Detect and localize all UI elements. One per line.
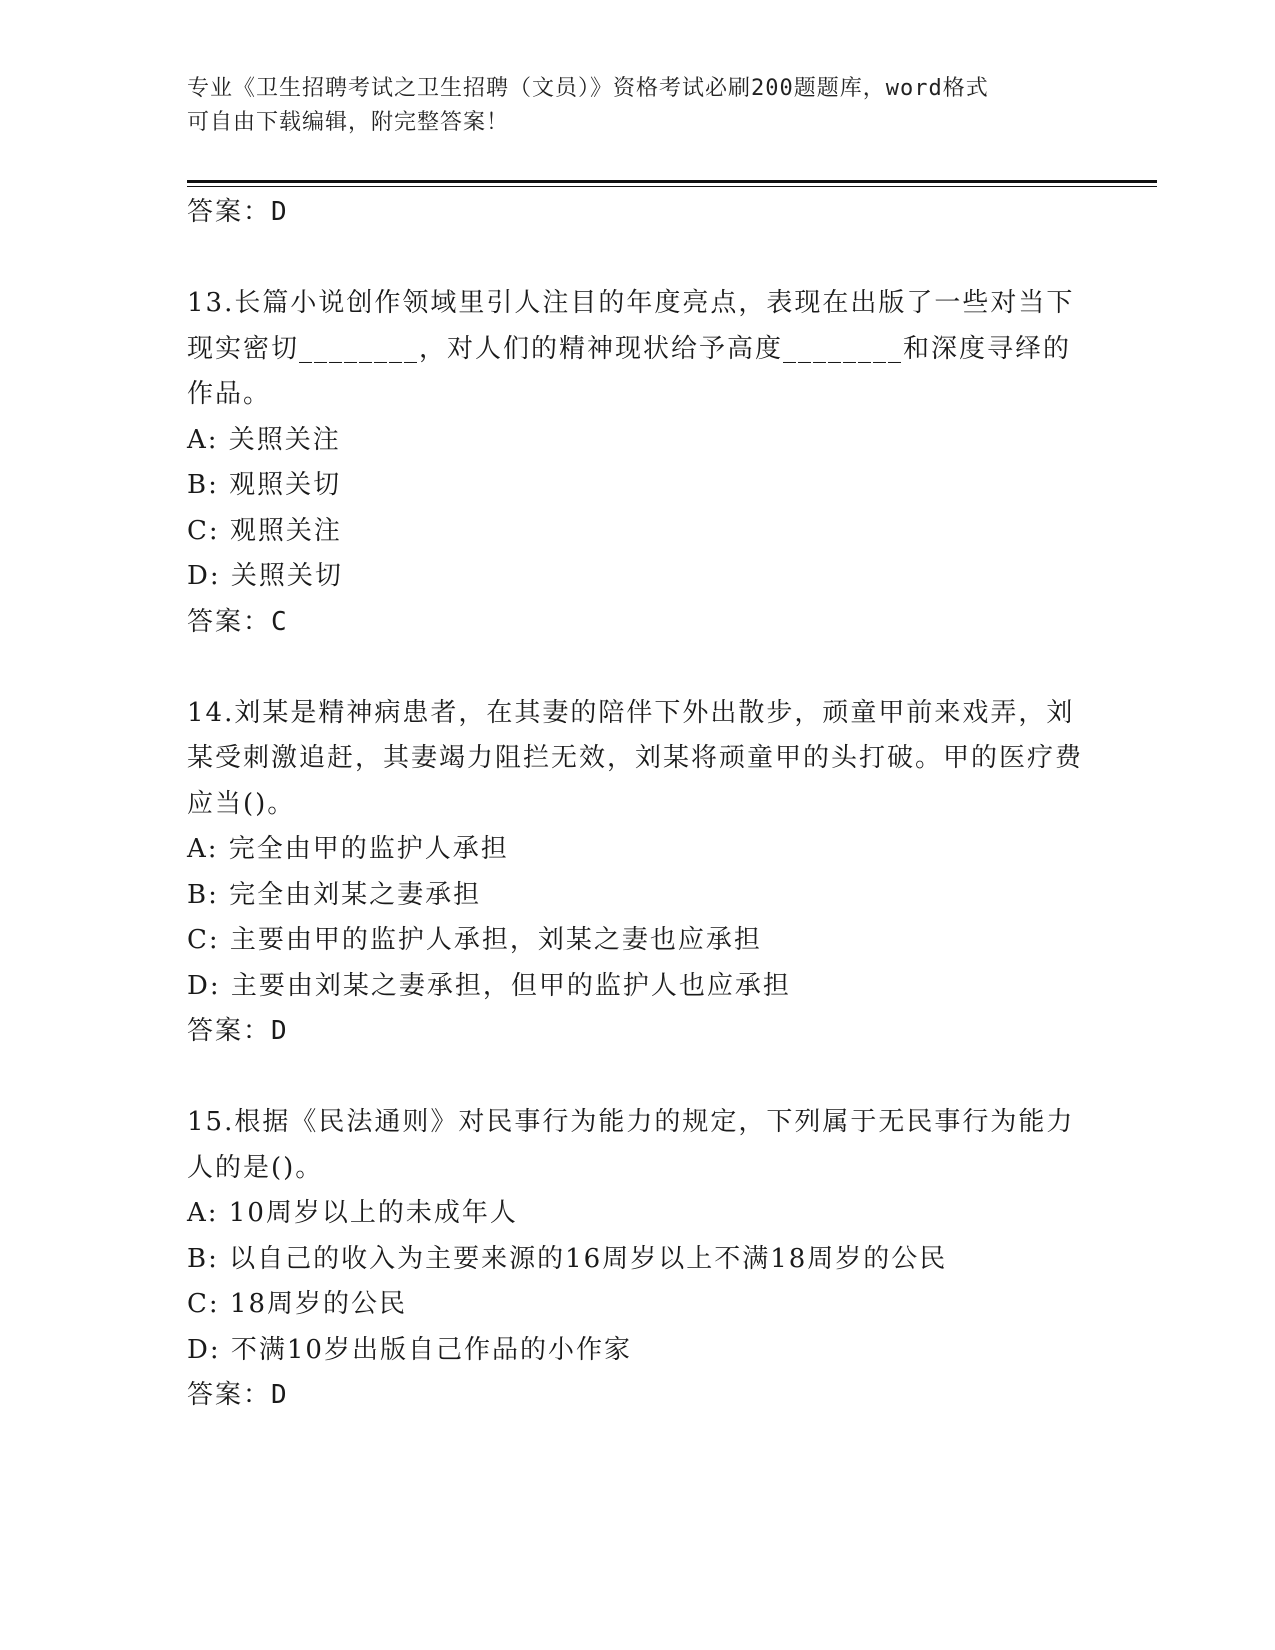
question-answer (187, 600, 1087, 645)
option-a: A: 关照关注 (187, 424, 341, 455)
option-a: A: 完全由甲的监护人承担 (187, 834, 509, 864)
answer-value: D (271, 1380, 289, 1410)
option-a: A: 10周岁以上的未成年人 (187, 1198, 518, 1228)
header-divider-thin (187, 186, 1157, 187)
option-c: C: 18周岁的公民 (187, 1289, 408, 1319)
previous-answer (187, 190, 1087, 235)
option-d: D: 主要由刘某之妻承担，但甲的监护人也应承担 (187, 970, 791, 1001)
question-text: 13.长篇小说创作领域里引人注目的年度亮点，表现在出版了一些对当下现实密切________，对人们的精神现状给予高度________和深度寻绎的作品。 (187, 288, 1075, 409)
spacer (187, 235, 1087, 281)
option-b: B: 完全由刘某之妻承担 (187, 879, 482, 910)
answer-value: D (271, 1016, 289, 1046)
question-block-13 (187, 281, 1087, 645)
option-c: C: 主要由甲的监护人承担，刘某之妻也应承担 (187, 925, 762, 955)
question-block-15 (187, 1100, 1087, 1418)
option-b: B: 观照关切 (187, 470, 342, 500)
answer-value: D (271, 197, 289, 227)
question-text: 15.根据《民法通则》对民事行为能力的规定，下列属于无民事行为能力人的是()。 (187, 1107, 1075, 1183)
question-block-14 (187, 691, 1087, 1055)
spacer (187, 1054, 1087, 1100)
answer-label: 答案： (187, 1380, 272, 1410)
header-title-line-2: 可自由下载编辑，附完整答案！ (187, 110, 510, 135)
answer-label: 答案： (187, 1016, 272, 1046)
option-d: D: 关照关切 (187, 561, 343, 591)
spacer (187, 645, 1087, 691)
option-c: C: 观照关注 (187, 515, 342, 546)
option-d: D: 不满10岁出版自己作品的小作家 (187, 1334, 632, 1365)
question-answer (187, 1009, 1087, 1054)
option-b: B: 以自己的收入为主要来源的16周岁以上不满18周岁的公民 (187, 1243, 948, 1274)
question-text: 14.刘某是精神病患者，在其妻的陪伴下外出散步，顽童甲前来戏弄，刘某受刺激追赶，其妻竭力阻拦无效，刘某将顽童甲的头打破。甲的医疗费应当()。 (187, 697, 1084, 819)
question-list (187, 190, 1087, 1418)
answer-label: 答案： (187, 606, 272, 637)
document-header (187, 72, 1087, 140)
answer-label: 答案： (187, 197, 272, 227)
header-title-line-1: 专业《卫生招聘考试之卫生招聘（文员）》资格考试必刷200题题库，word格式 (187, 76, 989, 101)
header-divider-thick (187, 180, 1157, 183)
answer-value: C (271, 606, 289, 637)
question-answer (187, 1373, 1087, 1418)
